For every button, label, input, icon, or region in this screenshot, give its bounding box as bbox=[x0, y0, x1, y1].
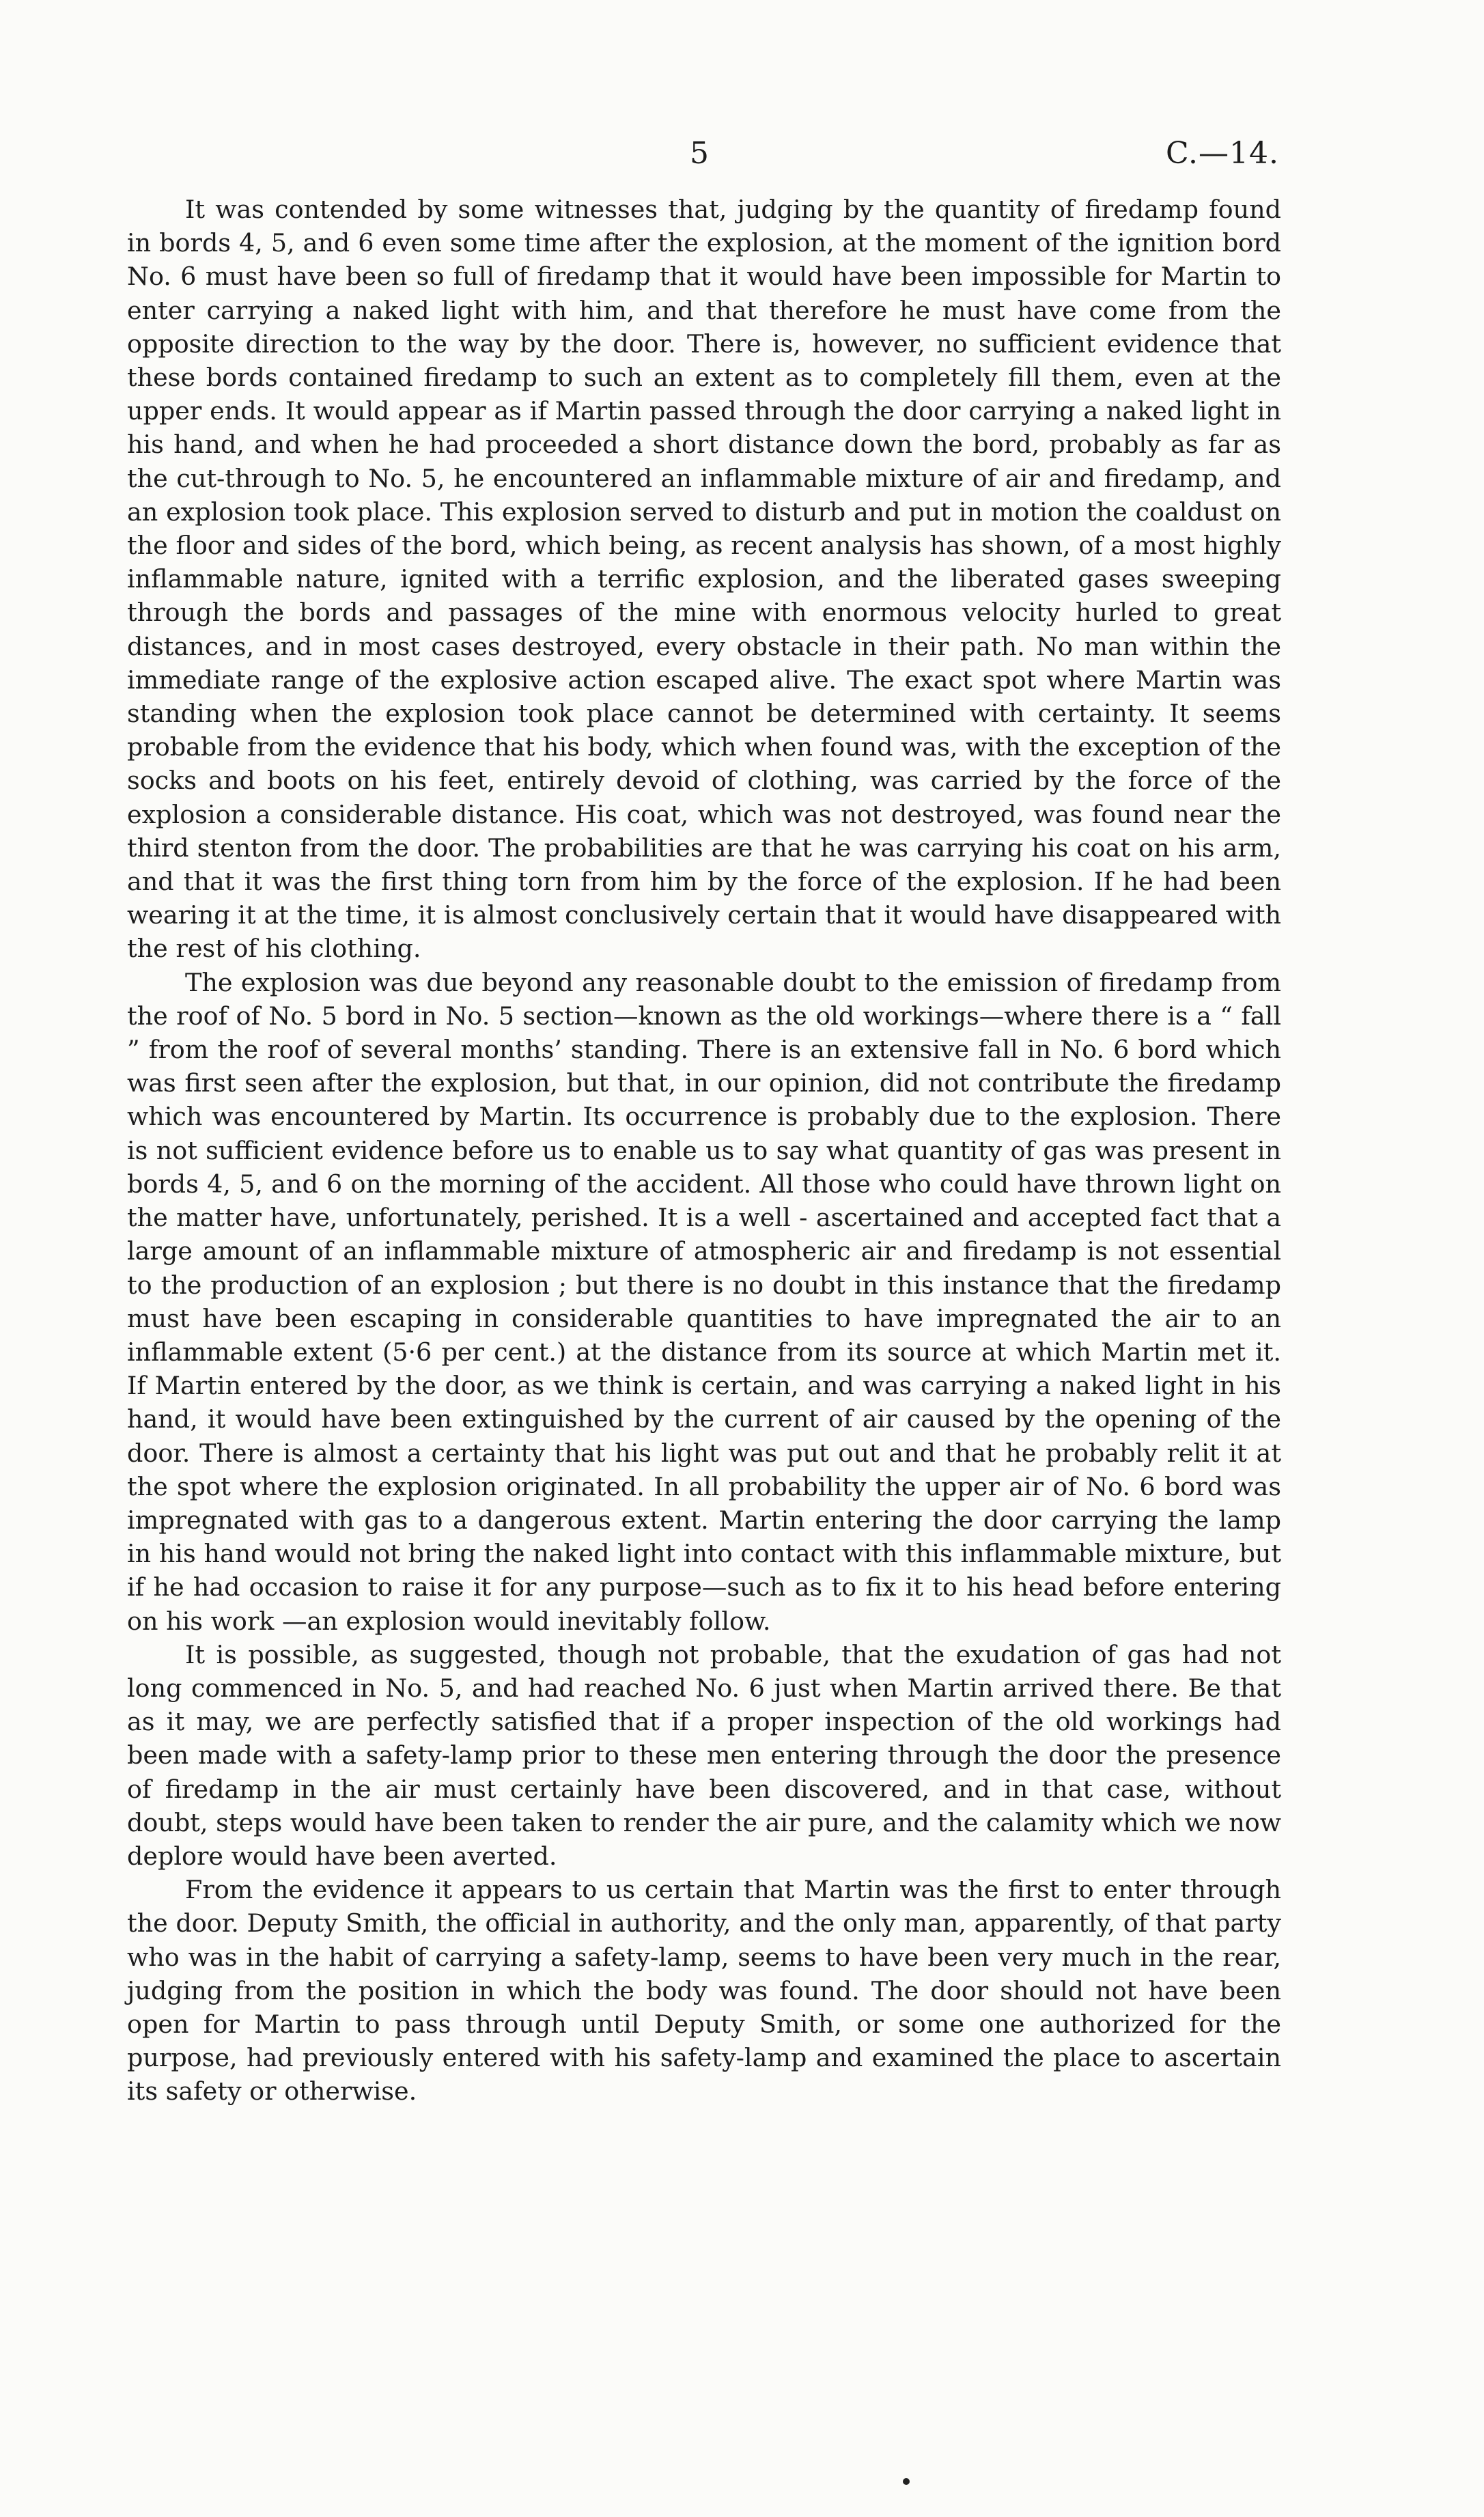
paragraph-ignition-theory: It was contended by some witnesses that, judging by the quantity of firedamp found in bords 4, 5, and 6 even some time after the explosion, at the moment of the ignition bord No. 6 must have been so full of firedamp that it would have been impossible for Martin to enter carrying a naked light with him, and that therefore he must have come from the opposite direction to the way by the door. There is, however, no sufficient evidence that these bords contained firedamp to such an extent as to completely fill them, even at the upper ends. It would appear as if Martin passed through the door carrying a naked light in his hand, and when he had proceeded a short distance down the bord, probably as far as the cut-through to No. 5, he encountered an inflammable mixture of air and firedamp, and an explosion took place. This explosion served to disturb and put in motion the coaldust on the floor and sides of the bord, which being, as recent analysis has shown, of a most highly inflammable nature, ignited with a terrific explosion, and the liberated gases sweeping through the bords and passages of the mine with enormous velocity hurled to great distances, and in most cases destroyed, every obstacle in their path. No man within the immediate range of the explosive action escaped alive. The exact spot where Martin was standing when the explosion took place cannot be determined with certainty. It seems probable from the evidence that his body, which when found was, with the exception of the socks and boots on his feet, entirely devoid of clothing, was carried by the force of the explosion a considerable distance. His coat, which was not destroyed, was found near the third stenton from the door. The probabilities are that he was carrying his coat on his arm, and that it was the first thing torn from him by the force of the explosion. If he had been wearing it at the time, it is almost conclusively certain that it would have disappeared with the rest of his clothing. bbox=[127, 195, 1281, 964]
paragraph-deputy-smith: From the evidence it appears to us certain that Martin was the first to enter through the door. Deputy Smith, the official in authority, and the only man, apparently, of that party who was in the habit of carrying a safety-lamp, seems to have been very much in the rear, judging from the position in which the body was found. The door should not have been open for Martin to pass through until Deputy Smith, or some one authorized for the purpose, had previously entered with his safety-lamp and examined the place to ascertain its safety or otherwise. bbox=[127, 1875, 1281, 2106]
document-reference: C.—14. bbox=[1165, 136, 1279, 171]
paragraph-inspection-finding: It is possible, as suggested, though not probable, that the exudation of gas had not long commenced in No. 5, and had reached No. 6 just when Martin arrived there. Be that as it may, we are perfectly satisfied that if a proper inspection of the old workings had been made with a safety-lamp prior to these men entering through the door the presence of firedamp in the air must certainly have been discovered, and in that case, without doubt, steps would have been taken to render the air pure, and the calamity which we now deplore would have been averted. bbox=[127, 1639, 1281, 1871]
paragraph-cause-of-explosion: The explosion was due beyond any reasonable doubt to the emission of firedamp from the roof of No. 5 bord in No. 5 section—known as the old workings—where there is a “ fall ” from the roof of several months’ standing. There is an extensive fall in No. 6 bord which was first seen after the explosion, but that, in our opinion, did not contribute the firedamp which was encountered by Martin. Its occurrence is probably due to the explosion. There is not sufficient evidence before us to enable us to say what quantity of gas was present in bords 4, 5, and 6 on the morning of the accident. All those who could have thrown light on the matter have, unfortunately, perished. It is a well - ascertained and accepted fact that a large amount of an inflammable mixture of atmospheric air and firedamp is not essential to the production of an explosion ; but there is no doubt in this instance that the firedamp must have been escaping in considerable quantities to have impregnated the air to an inflammable extent (5·6 per cent.) at the distance from its source at which Martin met it. If Martin entered by the door, as we think is certain, and was carrying a naked light in his hand, it would have been extinguished by the current of air caused by the opening of the door. There is almost a certainty that his light was put out and that he probably relit it at the spot where the explosion originated. In all probability the upper air of No. 6 bord was impregnated with gas to a dangerous extent. Martin entering the door carrying the lamp in his hand would not bring the naked light into contact with this inflammable mixture, but if he had occasion to raise it for any purpose—such as to fix it to his head before entering on his work —an explosion would inevitably follow. bbox=[127, 967, 1281, 1636]
report-body bbox=[127, 193, 1281, 2109]
footer-dot-mark bbox=[903, 2478, 910, 2485]
page-number: 5 bbox=[690, 136, 709, 171]
page-header bbox=[0, 130, 1484, 178]
